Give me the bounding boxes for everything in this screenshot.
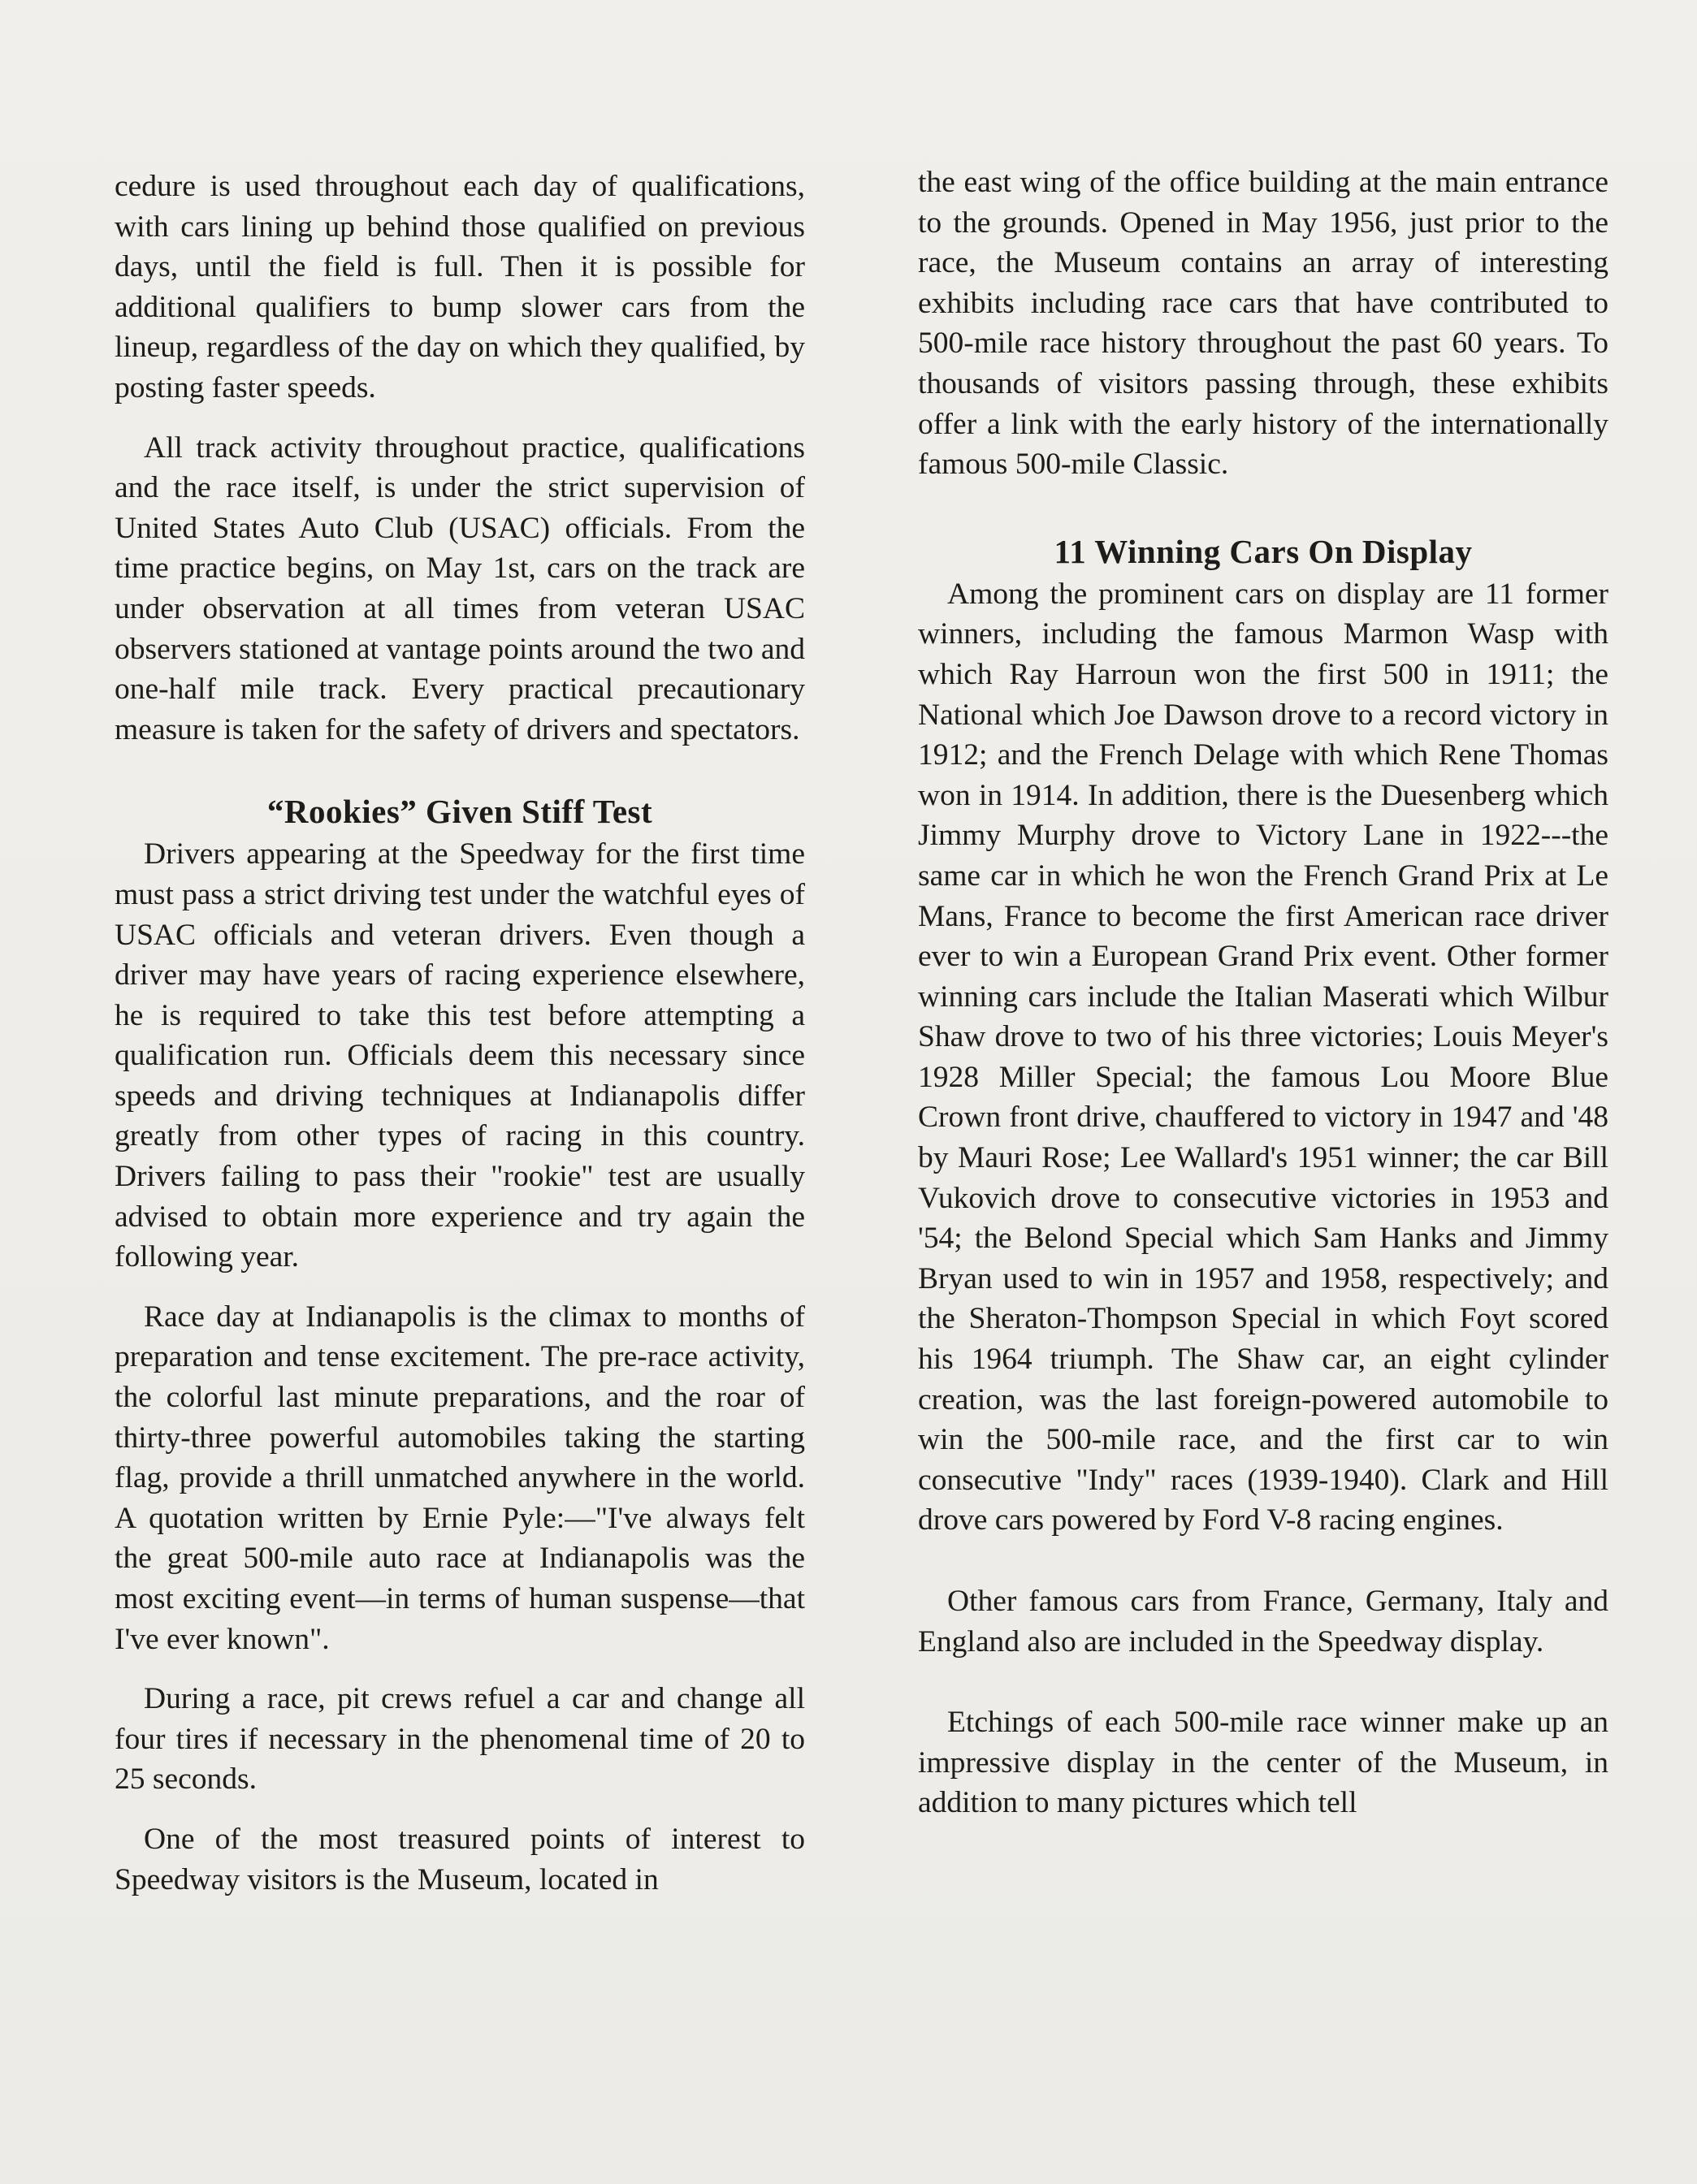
paragraph-pit-crews: During a race, pit crews refuel a car and change all four tires if necessary in the phenomenal time of 20 to 25 seconds. [115, 1682, 805, 1797]
heading-rookies-test: “Rookies” Given Stiff Test [266, 793, 653, 831]
paragraph-etchings: Etchings of each 500-mile race winner make up an impressive display in the center of the Museum, in addition to many pictures which tell [918, 1706, 1608, 1820]
heading-winning-cars: 11 Winning Cars On Display [1054, 532, 1473, 570]
right-column [918, 162, 1608, 1823]
left-column [115, 167, 805, 1900]
paragraph-winning-cars: Among the prominent cars on display are 11 former winners, including the famous Marmon Wasp with which Ray Harroun won the first 500 in 1911; the National which Joe Dawson drove to a record victory in 1912; and the French Delage with which Rene Thomas won in 1914. In addition, there is the Duesenberg which Jimmy Murphy drove to Victory Lane in 1922---the same car in which he won the French Grand Prix at Le Mans, France to become the first American race driver ever to win a European Grand Prix event. Other former winning cars include the Italian Maserati which Wilbur Shaw drove to two of his three victories; Louis Meyer's 1928 Miller Special; the famous Lou Moore Blue Crown front drive, chauffered to victory in 1947 and '48 by Mauri Rose; Lee Wallard's 1951 winner; the car Bill Vukovich drove to consecutive victories in 1953 and '54; the Belond Special which Sam Hanks and Jimmy Bryan used to win in 1957 and 1958, respectively; and the Sheraton-Thompson Special in which Foyt scored his 1964 triumph. The Shaw car, an eight cylinder creation, was the last foreign-powered automobile to win the 500-mile race, and the first car to win consecutive "Indy" races (1939-1940). Clark and Hill drove cars powered by Ford V-8 racing engines. [918, 577, 1608, 1537]
paragraph-museum-intro: One of the most treasured points of interest to Speedway visitors is the Museum, located in [115, 1822, 805, 1896]
paragraph-race-day: Race day at Indianapolis is the climax to months of preparation and tense excitement. The pre-race activity, the colorful last minute preparations, and the roar of thirty-three powerful automobiles taking the starting flag, provide a thrill unmatched anywhere in the world. A quotation written by Ernie Pyle:—"I've always felt the great 500-mile auto race at Indianapolis was the most exciting event—in terms of human suspense—that I've ever known". [115, 1300, 805, 1656]
paragraph-museum-location: the east wing of the office building at the main entrance to the grounds. Opened in May 1956, just prior to the race, the Museum contains an array of interesting exhibits including race cars that have contributed to 500-mile race history throughout the past 60 years. To thousands of visitors passing through, these exhibits offer a link with the early history of the internationally famous 500-mile Classic. [918, 166, 1608, 482]
paragraph-qualification-procedure: cedure is used throughout each day of qualifications, with cars lining up behind those qualified on previous days, until the field is full. Then it is possible for additional qualifiers to bump slower cars from the lineup, regardless of the day on which they qualified, by posting faster speeds. [115, 170, 805, 404]
paragraph-rookie-test: Drivers appearing at the Speedway for the first time must pass a strict driving test under the watchful eyes of USAC officials and veteran drivers. Even though a driver may have years of racing experience elsewhere, he is required to take this test before attempting a qualification run. Officials deem this necessary since speeds and driving techniques at Indianapolis differ greatly from other types of racing in this country. Drivers failing to pass their "rookie" test are usually advised to obtain more experience and try again the following year. [115, 837, 805, 1274]
paragraph-usac-supervision: All track activity throughout practice, qualifications and the race itself, is under the strict supervision of United States Auto Club (USAC) officials. From the time practice begins, on May 1st, cars on the track are under observation at all times from veteran USAC observers stationed at vantage points around the two and one-half mile track. Every practical precautionary measure is taken for the safety of drivers and spectators. [115, 430, 805, 746]
paragraph-other-famous-cars: Other famous cars from France, Germany, Italy and England also are included in the Speedway display. [918, 1585, 1608, 1659]
